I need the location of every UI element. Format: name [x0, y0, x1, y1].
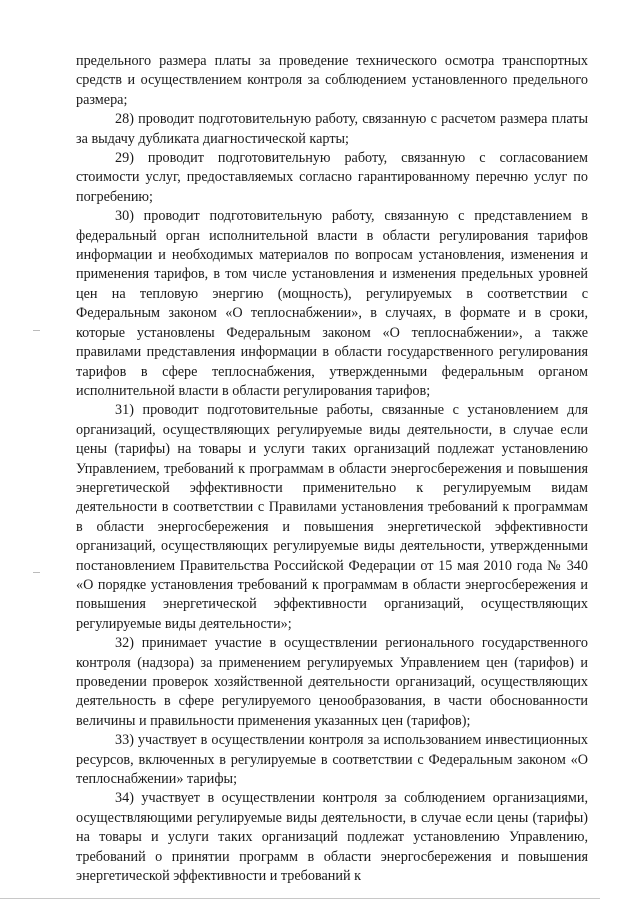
document-body: [76, 52, 588, 886]
paragraph-item-32: 32) принимает участие в осуществлении регионального государственного контроля (надзора) за применением регулируемых Управлением цен (тарифов) и проведении проверок хозяйственной деятельности организаций, осуществляющих деятельность в сфере регулируемого ценообразования, в части обоснованности величины и правильности применения указанных цен (тарифов);: [76, 635, 588, 729]
paragraph-item-33: 33) участвует в осуществлении контроля за использованием инвестиционных ресурсов, включенных в регулируемые в соответствии с Федеральным законом «О теплоснабжении» тарифы;: [76, 732, 588, 788]
scan-margin-mark: [33, 572, 40, 573]
scan-margin-mark: [33, 330, 40, 331]
paragraph-item-31: 31) проводит подготовительные работы, связанные с установлением для организаций, осуществляющих регулируемые виды деятельности, в случае если цены (тарифы) на товары и услуги таких организаций подлежат установлению Управлением, требований к программам в области энергосбережения и повышения энергетической эффективности применительно к регулируемым видам деятельности в соответствии с Правилами установления требований к программам в области энергосбережения и повышения энергетической эффективности организаций, осуществляющих регулируемые виды деятельности, утвержденными постановлением Правительства Российской Федерации от 15 мая 2010 года № 340 «О порядке установления требований к программам в области энергосбережения и повышения энергетической эффективности организаций, осуществляющих регулируемые виды деятельности»;: [76, 402, 588, 632]
paragraph-continuation: предельного размера платы за проведение технического осмотра транспортных средств и осуществлением контроля за соблюдением установленного предельного размера;: [76, 53, 588, 108]
paragraph-item-34: 34) участвует в осуществлении контроля за соблюдением организациями, осуществляющими регулируемые виды деятельности, в случае если цены (тарифы) на товары и услуги таких организаций подлежат установлению Управлению, требований о принятии программ в области энергосбережения и повышения энергетической эффективности и требований к: [76, 790, 588, 885]
paragraph-item-30: 30) проводит подготовительную работу, связанную с представлением в федеральный орган исполнительной власти в области регулирования тарифов информации и необходимых материалов по вопросам установления, изменения и применения тарифов, в том числе установления и изменения предельных уровней цен на тепловую энергию (мощность), регулируемых в соответствии с Федеральным законом «О теплоснабжении», в случаях, в формате и в сроки, которые установлены Федеральным законом «О теплоснабжении», а также правилами представления информации в области государственного регулирования тарифов в сфере теплоснабжения, утвержденными федеральным органом исполнительной власти в области регулирования тарифов;: [76, 208, 588, 399]
scan-bottom-edge: [0, 898, 600, 899]
paragraph-item-28: 28) проводит подготовительную работу, связанную с расчетом размера платы за выдачу дубликата диагностической карты;: [76, 111, 588, 147]
paragraph-item-29: 29) проводит подготовительную работу, связанную с согласованием стоимости услуг, предоставляемых согласно гарантированному перечню услуг по погребению;: [76, 150, 588, 205]
